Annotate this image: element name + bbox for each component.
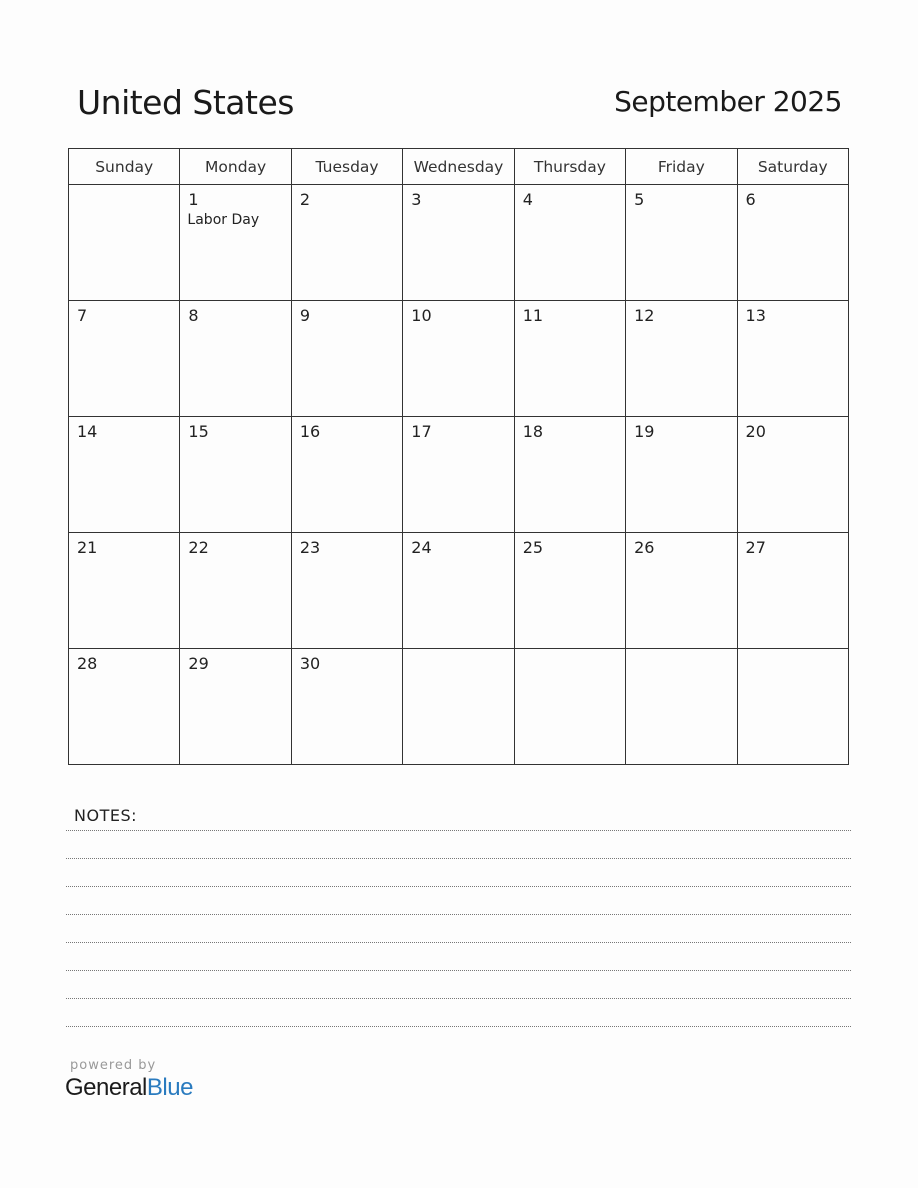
day-number: 29 <box>188 654 209 673</box>
day-number: 21 <box>77 538 98 557</box>
powered-by-text: powered by <box>70 1058 157 1073</box>
notes-line <box>66 886 851 887</box>
notes-line <box>66 998 851 999</box>
day-cell <box>291 417 402 533</box>
day-cell <box>626 533 737 649</box>
week-row <box>69 533 849 649</box>
day-number: 14 <box>77 422 98 441</box>
weekday-header: Thursday <box>514 149 625 185</box>
day-cell <box>626 649 737 765</box>
day-cell <box>514 533 625 649</box>
day-number: 25 <box>522 538 544 557</box>
day-number: 5 <box>634 190 645 209</box>
weekday-header: Saturday <box>737 149 848 185</box>
day-number: 4 <box>522 190 533 209</box>
day-number: 16 <box>299 422 321 441</box>
day-cell <box>69 185 180 301</box>
day-number: 15 <box>188 422 209 441</box>
day-cell <box>737 417 848 533</box>
day-cell <box>180 533 291 649</box>
day-cell <box>737 533 848 649</box>
day-number: 1 <box>188 190 199 209</box>
day-number: 10 <box>411 306 432 325</box>
day-number: 23 <box>299 538 321 557</box>
notes-line <box>66 914 851 915</box>
day-cell <box>403 533 514 649</box>
notes-line <box>66 830 851 831</box>
weekday-header: Monday <box>180 149 291 185</box>
notes-line <box>66 970 851 971</box>
day-cell <box>403 301 514 417</box>
notes-line <box>66 942 851 943</box>
weekday-header: Tuesday <box>291 149 402 185</box>
day-number: 17 <box>411 422 432 441</box>
day-cell <box>180 185 291 301</box>
day-cell <box>180 649 291 765</box>
notes-line <box>66 1026 851 1027</box>
day-number: 24 <box>411 538 432 557</box>
day-cell <box>737 185 848 301</box>
day-number: 27 <box>745 538 766 557</box>
day-cell <box>514 185 625 301</box>
logo-blue-text: Blue <box>146 1074 193 1101</box>
day-number: 12 <box>634 306 655 325</box>
day-cell <box>403 417 514 533</box>
day-number: 28 <box>77 654 98 673</box>
calendar-grid <box>68 148 849 765</box>
day-number: 22 <box>188 538 209 557</box>
day-number: 26 <box>634 538 655 557</box>
day-cell <box>514 417 625 533</box>
logo-general-text: General <box>65 1074 147 1101</box>
day-number: 18 <box>522 422 544 441</box>
day-number: 8 <box>188 306 199 325</box>
day-cell <box>737 649 848 765</box>
day-number: 2 <box>299 190 311 209</box>
day-cell <box>291 301 402 417</box>
day-cell <box>291 533 402 649</box>
month-title: September 2025 <box>614 85 842 118</box>
day-number: 9 <box>299 306 311 325</box>
notes-line <box>66 858 851 859</box>
country-title: United States <box>77 83 294 122</box>
weekday-header: Sunday <box>69 149 180 185</box>
holiday-label: Labor Day <box>187 212 260 228</box>
day-cell <box>69 417 180 533</box>
day-cell <box>514 649 625 765</box>
generalblue-logo <box>65 1074 193 1102</box>
day-number: 7 <box>77 306 88 325</box>
day-number: 30 <box>299 654 321 673</box>
day-cell <box>514 301 625 417</box>
day-number: 11 <box>522 306 544 325</box>
week-row <box>69 649 849 765</box>
day-cell <box>69 649 180 765</box>
weekday-header: Wednesday <box>403 149 514 185</box>
notes-label: NOTES: <box>74 806 137 825</box>
day-number: 20 <box>745 422 766 441</box>
week-row <box>69 185 849 301</box>
day-cell <box>403 649 514 765</box>
day-cell <box>180 417 291 533</box>
day-cell <box>69 301 180 417</box>
week-row <box>69 417 849 533</box>
day-cell <box>180 301 291 417</box>
day-number: 6 <box>745 190 756 209</box>
day-cell <box>291 185 402 301</box>
weekday-header-row <box>69 149 849 185</box>
day-number: 13 <box>745 306 766 325</box>
day-cell <box>737 301 848 417</box>
day-cell <box>626 185 737 301</box>
day-cell <box>626 301 737 417</box>
day-number: 3 <box>411 190 422 209</box>
week-row <box>69 301 849 417</box>
day-cell <box>626 417 737 533</box>
day-cell <box>69 533 180 649</box>
day-cell <box>291 649 402 765</box>
day-cell <box>403 185 514 301</box>
day-number: 19 <box>634 422 655 441</box>
weekday-header: Friday <box>626 149 737 185</box>
